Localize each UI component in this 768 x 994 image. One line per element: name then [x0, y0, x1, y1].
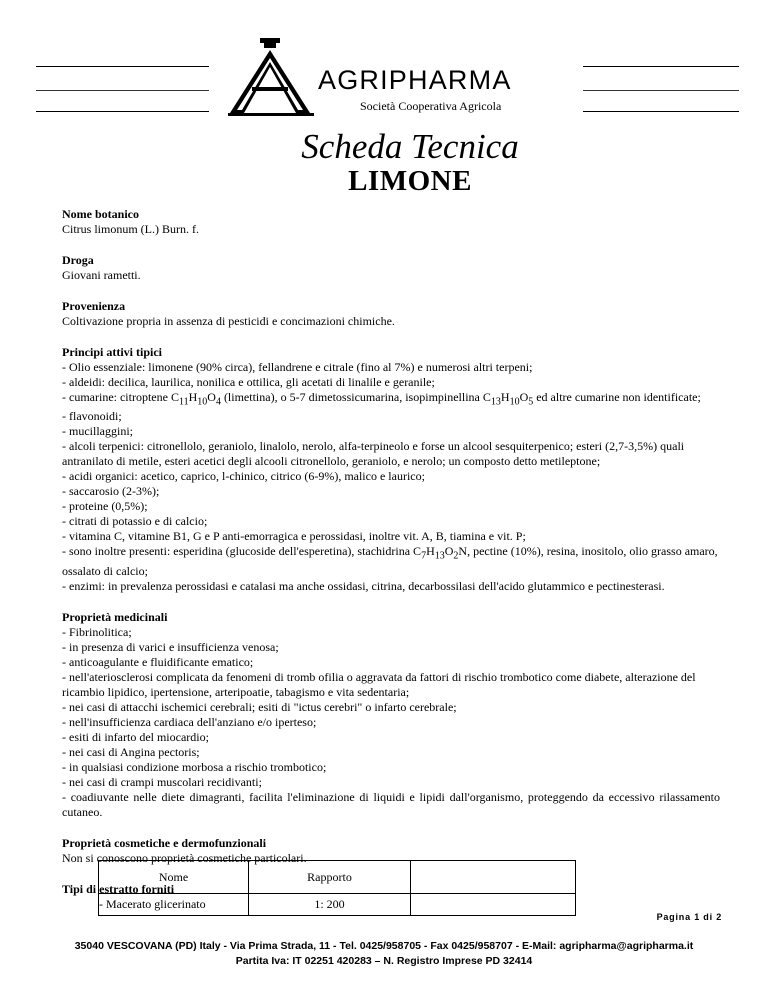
section-heading: Proprietà medicinali — [62, 609, 168, 624]
table-header-nome: Nome — [99, 861, 249, 894]
section-text: Citrus limonum (L.) Burn. f. — [62, 222, 199, 236]
list-item: - saccarosio (2-3%); — [62, 484, 160, 499]
list-item: - nei casi di attacchi ischemici cerebrali; esiti di "ictus cerebri" o infarto cerebrale; — [62, 699, 457, 714]
list-item: - alcoli terpenici: citronellolo, geraniolo, linalolo, nerolo, alfa-terpineolo e forse un alcool sesquiterpenico; esteri (2,7-3,5%) quali antranilato di metile, esteri acetici degli alcooli citronellolo, geraniolo, e nerolo; un composto detto metileptone; — [62, 439, 685, 469]
list-item: - nell'insufficienza cardiaca dell'anziano e/o iperteso; — [62, 714, 317, 729]
table-row — [99, 894, 576, 916]
section-text: Coltivazione propria in assenza di pesticidi e concimazioni chimiche. — [62, 314, 395, 328]
brand-subtitle: Società Cooperativa Agricola — [360, 99, 502, 113]
extract-table — [98, 860, 576, 916]
list-item: - vitamina C, vitamine B1, G e P anti-emorragica e perossidasi, inoltre vit. A, B, tiamina e vit. P; — [62, 529, 526, 544]
list-item: - flavonoidi; — [62, 409, 122, 424]
agripharma-logo-icon — [226, 34, 316, 116]
list-item: - enzimi: in prevalenza perossidasi e catalasi ma anche ossidasi, citrina, decarbossilasi dell'acido glutammico e pectinesterasi. — [62, 578, 665, 593]
header-rule-right-2 — [583, 90, 739, 91]
table-cell-empty — [411, 894, 576, 916]
section-heading: Nome botanico — [62, 207, 139, 221]
section-text: Giovani rametti. — [62, 268, 141, 282]
list-item: - proteine (0,5%); — [62, 499, 148, 514]
section-heading: Proprietà cosmetiche e dermofunzionali — [62, 835, 267, 850]
section-heading: Droga — [62, 253, 94, 267]
list-item: - coadiuvante nelle diete dimagranti, facilita l'eliminazione di liquidi e lipidi dall'organismo, proteggendo da eccessivo rilassamento cutaneo. — [62, 789, 720, 819]
section-principi-attivi — [62, 345, 720, 594]
table-header-row — [99, 861, 576, 894]
page-number: Pagina 1 di 2 — [656, 912, 722, 922]
brand-name: AGRIPHARMA — [318, 65, 512, 95]
table-header-empty — [411, 861, 576, 894]
section-botanico — [62, 207, 720, 237]
list-item: - aldeidi: decilica, laurilica, nonilica e ottilica, gli acetati di linalile e geranile; — [62, 375, 435, 389]
list-item: - nei casi di crampi muscolari recidivanti; — [62, 774, 262, 789]
list-item: - cumarine: citroptene $C_{11}H_{10}O_4$ (limettina), o 5-7 dimetossicumarina, isopimpinellina $C_{13}H_{10}O_5$ ed altre cumarine non identificate; — [62, 390, 701, 408]
document-body — [62, 207, 720, 913]
list-item: - in qualsiasi condizione morbosa a rischio trombotico; — [62, 759, 327, 774]
header-rule-right-3 — [583, 111, 739, 112]
list-item: - in presenza di varici e insufficienza venosa; — [62, 639, 279, 654]
list-item: - anticoagulante e fluidificante ematico; — [62, 654, 254, 669]
section-heading: Principi attivi tipici — [62, 345, 162, 359]
list-item: - nell'ateriosclerosi complicata da fenomeni di tromb ofilia o aggravata da fattori di rischio trombotico come diabete, alterazione del ricambio lipidico, ipertensione, arteripoatie, tabagismo e vita sedentaria; — [62, 669, 696, 699]
list-item: - citrati di potassio e di calcio; — [62, 514, 208, 529]
section-text: Non si conoscono proprietà cosmetiche particolari. — [62, 850, 307, 865]
section-provenienza — [62, 299, 720, 329]
list-item: - esiti di infarto del miocardio; — [62, 729, 209, 744]
section-heading: Provenienza — [62, 299, 126, 313]
list-item: - Olio essenziale: limonene (90% circa), fellandrene e citrale (fino al 7%) e numerosi altri terpeni; — [62, 360, 533, 374]
section-proprieta-medicinali — [62, 610, 720, 820]
list-item: - acidi organici: acetico, caprico, l-chinico, citrico (6-9%), malico e laurico; — [62, 469, 425, 484]
list-item: - mucillaggini; — [62, 424, 133, 439]
table-cell-ratio: 1: 200 — [249, 894, 411, 916]
product-title: LIMONE — [348, 165, 472, 197]
header-rule-left-1 — [36, 66, 209, 67]
table-cell-name: - Macerato glicerinato — [99, 894, 249, 916]
footer-address: 35040 VESCOVANA (PD) Italy - Via Prima Strada, 11 - Tel. 0425/958705 - Fax 0425/958707 - E-Mail: agripharma@agripharma.it — [74, 940, 694, 952]
header-rule-left-3 — [36, 111, 209, 112]
section-heading: Tipi di estratto forniti — [62, 881, 175, 896]
header-rule-right-1 — [583, 66, 739, 67]
list-item: - nei casi di Angina pectoris; — [62, 744, 200, 759]
list-item: - Fibrinolitica; — [62, 624, 132, 639]
table-header-rapporto: Rapporto — [249, 861, 411, 894]
header-rule-left-2 — [36, 90, 209, 91]
document-title: Scheda Tecnica — [301, 127, 519, 166]
footer-vat: Partita Iva: IT 02251 420283 – N. Registro Imprese PD 32414 — [235, 955, 533, 967]
section-droga — [62, 253, 720, 283]
list-item: - sono inoltre presenti: esperidina (glucoside dell'esperetina), stachidrina $C_7H_{13}O_2N$, pectine (10%), resina, inositolo, olio grasso amaro, ossalato di calcio; — [62, 544, 718, 578]
